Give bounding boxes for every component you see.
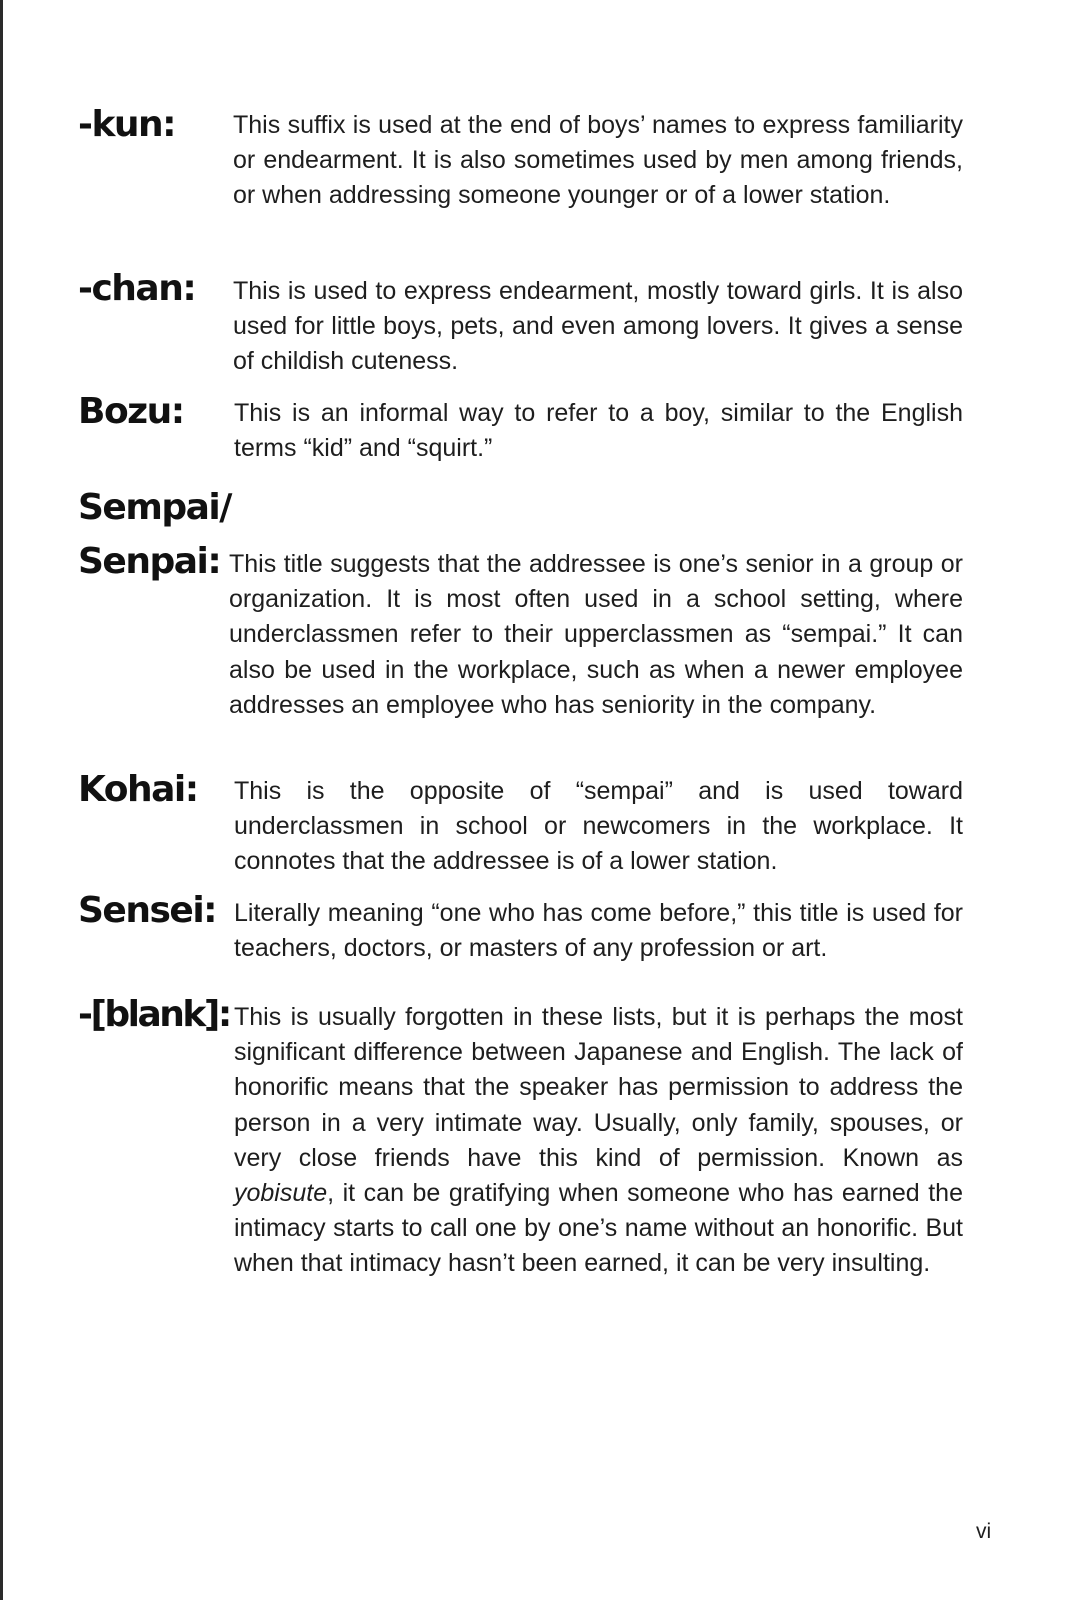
page-edge-rule	[0, 0, 3, 1600]
definition-kun: This suffix is used at the end of boys’ names to express familiarity or endearment. It is also sometimes used by men among friends, or when addressing someone younger or of a lower station.	[233, 111, 963, 210]
term-kohai: Kohai:	[78, 769, 198, 810]
definition-kohai: This is the opposite of “sempai” and is used toward underclassmen in school or newcomers in the workplace. It connotes that the addressee is of a lower station.	[234, 777, 963, 876]
term-blank: -[blank]:	[78, 994, 230, 1035]
term-chan: -chan:	[78, 268, 196, 309]
page-number: vi	[976, 1520, 992, 1543]
definition-blank-emphasis: yobisute	[234, 1179, 328, 1208]
definition-chan: This is used to express endearment, mostly toward girls. It is also used for little boys, pets, and even among lovers. It gives a sense of childish cuteness.	[233, 277, 963, 376]
definition-blank-part1: This is usually forgotten in these lists, but it is perhaps the most significant difference between Japanese and English. The lack of honorific means that the speaker has permission to address the person in a very intimate way. Usually, only family, spouses, or very close friends have this kind of permission. Known as	[234, 1003, 963, 1172]
definition-bozu: This is an informal way to refer to a boy, similar to the English terms “kid” and “squirt.”	[234, 399, 963, 463]
definition-blank	[234, 1000, 963, 1282]
term-sempai-line1: Sempai/	[78, 487, 231, 528]
definition-sensei: Literally meaning “one who has come before,” this title is used for teachers, doctors, or masters of any profession or art.	[234, 899, 963, 963]
term-bozu: Bozu:	[78, 391, 184, 432]
term-kun: -kun:	[78, 104, 176, 145]
definition-blank-part2: , it can be gratifying when someone who has earned the intimacy starts to call one by one’s name without an honorific. But when that intimacy hasn’t been earned, it can be very insulting.	[234, 1179, 963, 1278]
term-sempai-line2: Senpai:	[78, 541, 221, 582]
definition-sempai: This title suggests that the addressee is one’s senior in a group or organization. It is most often used in a school setting, where underclassmen refer to their upperclassmen as “sempai.” It can also be used in the workplace, such as when a newer employee addresses an employee who has seniority in the company.	[229, 550, 963, 719]
term-sensei: Sensei:	[78, 890, 217, 931]
